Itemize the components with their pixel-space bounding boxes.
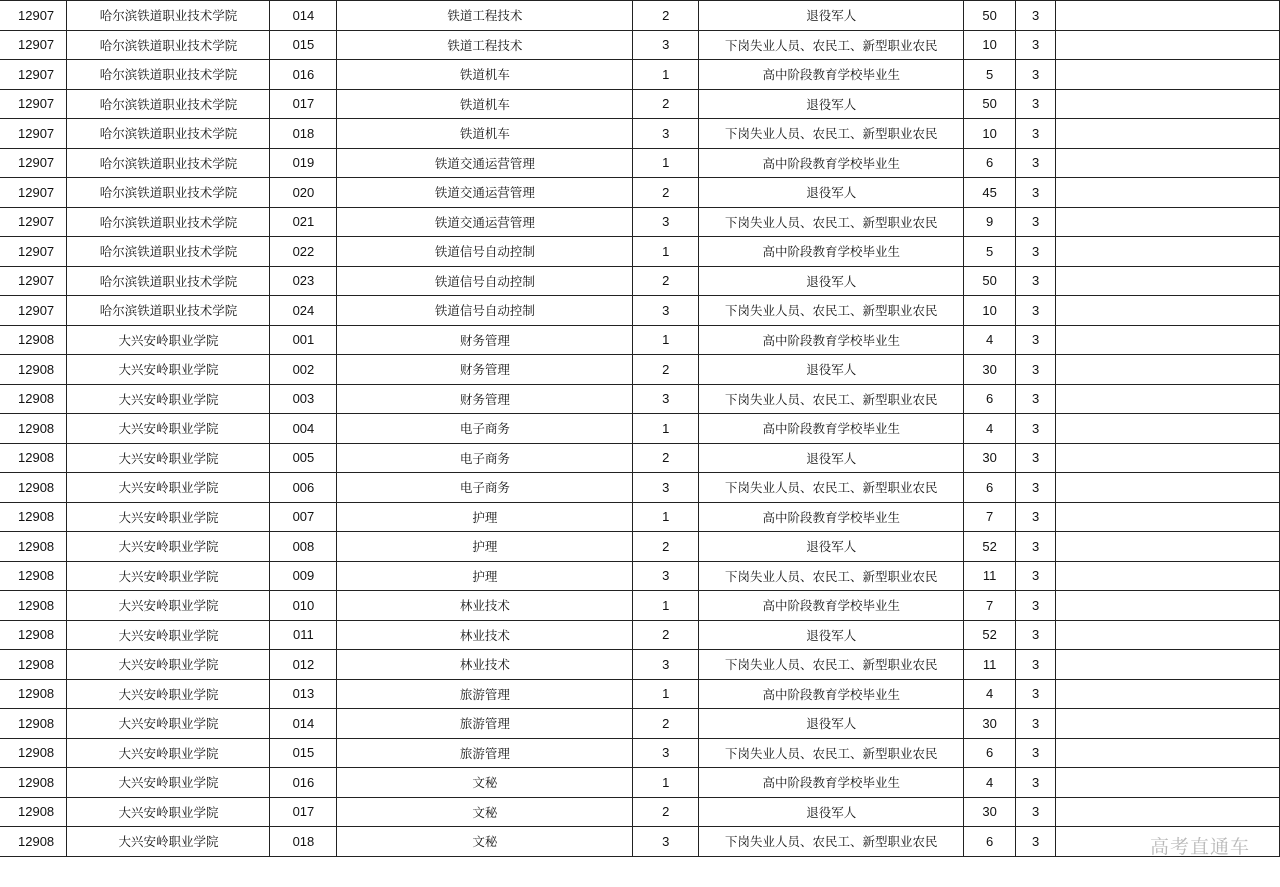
plan-count-cell: 6 — [964, 738, 1016, 768]
plan-count-cell: 52 — [964, 532, 1016, 562]
school-name-cell: 大兴安岭职业学院 — [67, 768, 270, 798]
category-cell: 1 — [633, 237, 699, 267]
plan-count-cell: 6 — [964, 384, 1016, 414]
major-name-cell: 铁道机车 — [337, 119, 633, 149]
plan-count-cell: 30 — [964, 443, 1016, 473]
school-name-cell: 大兴安岭职业学院 — [67, 620, 270, 650]
note-cell — [1056, 473, 1280, 503]
school-name-cell: 哈尔滨铁道职业技术学院 — [67, 266, 270, 296]
major-name-cell: 电子商务 — [337, 414, 633, 444]
major-name-cell: 财务管理 — [337, 355, 633, 385]
major-name-cell: 财务管理 — [337, 384, 633, 414]
major-code-cell: 003 — [270, 384, 337, 414]
category-cell: 3 — [633, 207, 699, 237]
target-group-cell: 下岗失业人员、农民工、新型职业农民 — [699, 119, 964, 149]
major-name-cell: 铁道机车 — [337, 89, 633, 119]
category-cell: 3 — [633, 473, 699, 503]
school-code-cell: 12908 — [0, 679, 67, 709]
school-name-cell: 大兴安岭职业学院 — [67, 561, 270, 591]
category-cell: 1 — [633, 148, 699, 178]
note-cell — [1056, 709, 1280, 739]
target-group-cell: 高中阶段教育学校毕业生 — [699, 237, 964, 267]
note-cell — [1056, 207, 1280, 237]
years-cell: 3 — [1016, 827, 1056, 857]
plan-count-cell: 4 — [964, 679, 1016, 709]
school-code-cell: 12908 — [0, 561, 67, 591]
plan-count-cell: 30 — [964, 709, 1016, 739]
school-name-cell: 大兴安岭职业学院 — [67, 414, 270, 444]
table-row — [0, 502, 1280, 532]
note-cell — [1056, 237, 1280, 267]
school-code-cell: 12908 — [0, 414, 67, 444]
school-code-cell: 12908 — [0, 384, 67, 414]
years-cell: 3 — [1016, 679, 1056, 709]
major-code-cell: 013 — [270, 679, 337, 709]
note-cell — [1056, 738, 1280, 768]
major-name-cell: 财务管理 — [337, 325, 633, 355]
school-code-cell: 12908 — [0, 502, 67, 532]
note-cell — [1056, 591, 1280, 621]
target-group-cell: 下岗失业人员、农民工、新型职业农民 — [699, 738, 964, 768]
years-cell: 3 — [1016, 384, 1056, 414]
school-code-cell: 12907 — [0, 119, 67, 149]
major-name-cell: 铁道工程技术 — [337, 1, 633, 31]
table-row — [0, 827, 1280, 857]
note-cell — [1056, 414, 1280, 444]
school-name-cell: 大兴安岭职业学院 — [67, 443, 270, 473]
major-name-cell: 护理 — [337, 532, 633, 562]
table-row — [0, 532, 1280, 562]
table-row — [0, 296, 1280, 326]
category-cell: 2 — [633, 797, 699, 827]
plan-count-cell: 50 — [964, 1, 1016, 31]
table-row — [0, 119, 1280, 149]
category-cell: 1 — [633, 325, 699, 355]
plan-count-cell: 5 — [964, 237, 1016, 267]
years-cell: 3 — [1016, 797, 1056, 827]
school-name-cell: 大兴安岭职业学院 — [67, 679, 270, 709]
major-name-cell: 铁道工程技术 — [337, 30, 633, 60]
note-cell — [1056, 266, 1280, 296]
category-cell: 1 — [633, 502, 699, 532]
years-cell: 3 — [1016, 30, 1056, 60]
target-group-cell: 下岗失业人员、农民工、新型职业农民 — [699, 473, 964, 503]
table-row — [0, 414, 1280, 444]
plan-count-cell: 50 — [964, 266, 1016, 296]
target-group-cell: 下岗失业人员、农民工、新型职业农民 — [699, 650, 964, 680]
major-code-cell: 024 — [270, 296, 337, 326]
target-group-cell: 高中阶段教育学校毕业生 — [699, 148, 964, 178]
table-row — [0, 207, 1280, 237]
major-name-cell: 护理 — [337, 502, 633, 532]
major-code-cell: 012 — [270, 650, 337, 680]
major-name-cell: 铁道信号自动控制 — [337, 266, 633, 296]
major-code-cell: 004 — [270, 414, 337, 444]
school-name-cell: 哈尔滨铁道职业技术学院 — [67, 178, 270, 208]
major-name-cell: 铁道交通运营管理 — [337, 178, 633, 208]
major-code-cell: 020 — [270, 178, 337, 208]
category-cell: 1 — [633, 414, 699, 444]
category-cell: 2 — [633, 620, 699, 650]
school-code-cell: 12907 — [0, 266, 67, 296]
years-cell: 3 — [1016, 561, 1056, 591]
note-cell — [1056, 60, 1280, 90]
target-group-cell: 高中阶段教育学校毕业生 — [699, 768, 964, 798]
plan-count-cell: 10 — [964, 30, 1016, 60]
table-row — [0, 266, 1280, 296]
table-body — [0, 1, 1280, 857]
school-name-cell: 哈尔滨铁道职业技术学院 — [67, 148, 270, 178]
years-cell: 3 — [1016, 473, 1056, 503]
table-row — [0, 148, 1280, 178]
major-name-cell: 文秘 — [337, 797, 633, 827]
school-code-cell: 12908 — [0, 827, 67, 857]
category-cell: 3 — [633, 30, 699, 60]
target-group-cell: 高中阶段教育学校毕业生 — [699, 679, 964, 709]
school-code-cell: 12907 — [0, 89, 67, 119]
school-name-cell: 大兴安岭职业学院 — [67, 355, 270, 385]
major-code-cell: 015 — [270, 738, 337, 768]
years-cell: 3 — [1016, 355, 1056, 385]
major-name-cell: 林业技术 — [337, 620, 633, 650]
category-cell: 2 — [633, 709, 699, 739]
target-group-cell: 退役军人 — [699, 1, 964, 31]
years-cell: 3 — [1016, 178, 1056, 208]
note-cell — [1056, 620, 1280, 650]
plan-count-cell: 4 — [964, 414, 1016, 444]
note-cell — [1056, 148, 1280, 178]
major-code-cell: 017 — [270, 797, 337, 827]
target-group-cell: 高中阶段教育学校毕业生 — [699, 591, 964, 621]
major-code-cell: 001 — [270, 325, 337, 355]
school-code-cell: 12908 — [0, 768, 67, 798]
school-name-cell: 哈尔滨铁道职业技术学院 — [67, 1, 270, 31]
table-row — [0, 768, 1280, 798]
target-group-cell: 下岗失业人员、农民工、新型职业农民 — [699, 207, 964, 237]
plan-count-cell: 45 — [964, 178, 1016, 208]
years-cell: 3 — [1016, 266, 1056, 296]
table-row — [0, 1, 1280, 31]
years-cell: 3 — [1016, 443, 1056, 473]
school-name-cell: 大兴安岭职业学院 — [67, 325, 270, 355]
major-code-cell: 008 — [270, 532, 337, 562]
years-cell: 3 — [1016, 148, 1056, 178]
table-row — [0, 355, 1280, 385]
note-cell — [1056, 30, 1280, 60]
target-group-cell: 高中阶段教育学校毕业生 — [699, 414, 964, 444]
major-name-cell: 铁道交通运营管理 — [337, 148, 633, 178]
school-code-cell: 12908 — [0, 797, 67, 827]
years-cell: 3 — [1016, 532, 1056, 562]
target-group-cell: 高中阶段教育学校毕业生 — [699, 60, 964, 90]
category-cell: 3 — [633, 827, 699, 857]
note-cell — [1056, 384, 1280, 414]
plan-count-cell: 4 — [964, 768, 1016, 798]
plan-count-cell: 11 — [964, 650, 1016, 680]
plan-count-cell: 4 — [964, 325, 1016, 355]
major-code-cell: 005 — [270, 443, 337, 473]
school-code-cell: 12908 — [0, 591, 67, 621]
major-code-cell: 002 — [270, 355, 337, 385]
school-code-cell: 12908 — [0, 620, 67, 650]
plan-count-cell: 7 — [964, 502, 1016, 532]
school-code-cell: 12908 — [0, 325, 67, 355]
note-cell — [1056, 443, 1280, 473]
major-code-cell: 019 — [270, 148, 337, 178]
major-name-cell: 护理 — [337, 561, 633, 591]
table-row — [0, 443, 1280, 473]
target-group-cell: 退役军人 — [699, 443, 964, 473]
years-cell: 3 — [1016, 207, 1056, 237]
target-group-cell: 高中阶段教育学校毕业生 — [699, 325, 964, 355]
note-cell — [1056, 89, 1280, 119]
target-group-cell: 退役军人 — [699, 178, 964, 208]
years-cell: 3 — [1016, 325, 1056, 355]
major-code-cell: 007 — [270, 502, 337, 532]
table-row — [0, 620, 1280, 650]
major-name-cell: 旅游管理 — [337, 709, 633, 739]
note-cell — [1056, 768, 1280, 798]
school-name-cell: 大兴安岭职业学院 — [67, 384, 270, 414]
target-group-cell: 退役军人 — [699, 620, 964, 650]
target-group-cell: 下岗失业人员、农民工、新型职业农民 — [699, 296, 964, 326]
plan-count-cell: 52 — [964, 620, 1016, 650]
target-group-cell: 退役军人 — [699, 797, 964, 827]
plan-count-cell: 6 — [964, 827, 1016, 857]
note-cell — [1056, 502, 1280, 532]
years-cell: 3 — [1016, 296, 1056, 326]
major-code-cell: 021 — [270, 207, 337, 237]
target-group-cell: 下岗失业人员、农民工、新型职业农民 — [699, 561, 964, 591]
school-code-cell: 12907 — [0, 148, 67, 178]
target-group-cell: 退役军人 — [699, 89, 964, 119]
target-group-cell: 退役军人 — [699, 709, 964, 739]
school-name-cell: 哈尔滨铁道职业技术学院 — [67, 207, 270, 237]
plan-count-cell: 6 — [964, 148, 1016, 178]
major-code-cell: 006 — [270, 473, 337, 503]
category-cell: 3 — [633, 119, 699, 149]
school-code-cell: 12908 — [0, 709, 67, 739]
major-code-cell: 009 — [270, 561, 337, 591]
plan-count-cell: 5 — [964, 60, 1016, 90]
plan-count-cell: 50 — [964, 89, 1016, 119]
years-cell: 3 — [1016, 709, 1056, 739]
years-cell: 3 — [1016, 1, 1056, 31]
table-row — [0, 325, 1280, 355]
category-cell: 3 — [633, 561, 699, 591]
target-group-cell: 下岗失业人员、农民工、新型职业农民 — [699, 384, 964, 414]
category-cell: 2 — [633, 89, 699, 119]
school-code-cell: 12907 — [0, 178, 67, 208]
school-name-cell: 大兴安岭职业学院 — [67, 709, 270, 739]
table-row — [0, 561, 1280, 591]
school-code-cell: 12907 — [0, 60, 67, 90]
table-row — [0, 679, 1280, 709]
plan-count-cell: 11 — [964, 561, 1016, 591]
school-name-cell: 大兴安岭职业学院 — [67, 738, 270, 768]
school-code-cell: 12908 — [0, 473, 67, 503]
target-group-cell: 退役军人 — [699, 355, 964, 385]
years-cell: 3 — [1016, 237, 1056, 267]
school-name-cell: 哈尔滨铁道职业技术学院 — [67, 30, 270, 60]
school-name-cell: 大兴安岭职业学院 — [67, 591, 270, 621]
category-cell: 3 — [633, 650, 699, 680]
plan-count-cell: 6 — [964, 473, 1016, 503]
major-name-cell: 旅游管理 — [337, 679, 633, 709]
school-code-cell: 12908 — [0, 650, 67, 680]
years-cell: 3 — [1016, 119, 1056, 149]
major-name-cell: 电子商务 — [337, 473, 633, 503]
years-cell: 3 — [1016, 591, 1056, 621]
years-cell: 3 — [1016, 738, 1056, 768]
watermark-text: 高考直通车 — [1149, 836, 1250, 858]
table-row — [0, 178, 1280, 208]
school-name-cell: 哈尔滨铁道职业技术学院 — [67, 60, 270, 90]
target-group-cell: 下岗失业人员、农民工、新型职业农民 — [699, 30, 964, 60]
years-cell: 3 — [1016, 414, 1056, 444]
category-cell: 3 — [633, 738, 699, 768]
major-code-cell: 016 — [270, 768, 337, 798]
category-cell: 2 — [633, 443, 699, 473]
major-name-cell: 林业技术 — [337, 591, 633, 621]
table-row — [0, 384, 1280, 414]
note-cell — [1056, 296, 1280, 326]
school-name-cell: 哈尔滨铁道职业技术学院 — [67, 237, 270, 267]
school-code-cell: 12907 — [0, 30, 67, 60]
plan-count-cell: 30 — [964, 355, 1016, 385]
years-cell: 3 — [1016, 60, 1056, 90]
major-code-cell: 022 — [270, 237, 337, 267]
major-code-cell: 014 — [270, 1, 337, 31]
plan-count-cell: 10 — [964, 296, 1016, 326]
note-cell — [1056, 532, 1280, 562]
plan-count-cell: 10 — [964, 119, 1016, 149]
school-code-cell: 12907 — [0, 296, 67, 326]
school-name-cell: 大兴安岭职业学院 — [67, 502, 270, 532]
note-cell — [1056, 119, 1280, 149]
major-code-cell: 018 — [270, 119, 337, 149]
school-name-cell: 大兴安岭职业学院 — [67, 473, 270, 503]
category-cell: 1 — [633, 60, 699, 90]
category-cell: 1 — [633, 768, 699, 798]
category-cell: 3 — [633, 296, 699, 326]
major-code-cell: 010 — [270, 591, 337, 621]
table-row — [0, 709, 1280, 739]
table-row — [0, 738, 1280, 768]
category-cell: 2 — [633, 1, 699, 31]
school-name-cell: 哈尔滨铁道职业技术学院 — [67, 119, 270, 149]
table-row — [0, 797, 1280, 827]
school-code-cell: 12908 — [0, 738, 67, 768]
years-cell: 3 — [1016, 768, 1056, 798]
years-cell: 3 — [1016, 89, 1056, 119]
category-cell: 2 — [633, 266, 699, 296]
years-cell: 3 — [1016, 502, 1056, 532]
school-name-cell: 大兴安岭职业学院 — [67, 827, 270, 857]
target-group-cell: 退役军人 — [699, 266, 964, 296]
note-cell — [1056, 1, 1280, 31]
major-name-cell: 林业技术 — [337, 650, 633, 680]
school-code-cell: 12908 — [0, 355, 67, 385]
note-cell — [1056, 650, 1280, 680]
school-code-cell: 12907 — [0, 1, 67, 31]
table-row — [0, 650, 1280, 680]
school-code-cell: 12908 — [0, 532, 67, 562]
note-cell — [1056, 355, 1280, 385]
major-code-cell: 011 — [270, 620, 337, 650]
table-row — [0, 30, 1280, 60]
note-cell — [1056, 561, 1280, 591]
major-name-cell: 电子商务 — [337, 443, 633, 473]
major-name-cell: 铁道交通运营管理 — [337, 207, 633, 237]
target-group-cell: 高中阶段教育学校毕业生 — [699, 502, 964, 532]
table-row — [0, 591, 1280, 621]
table-row — [0, 60, 1280, 90]
years-cell: 3 — [1016, 650, 1056, 680]
plan-count-cell: 9 — [964, 207, 1016, 237]
school-code-cell: 12907 — [0, 207, 67, 237]
major-code-cell: 015 — [270, 30, 337, 60]
major-name-cell: 旅游管理 — [337, 738, 633, 768]
major-name-cell: 铁道机车 — [337, 60, 633, 90]
major-name-cell: 铁道信号自动控制 — [337, 296, 633, 326]
school-name-cell: 哈尔滨铁道职业技术学院 — [67, 89, 270, 119]
note-cell — [1056, 325, 1280, 355]
table-row — [0, 473, 1280, 503]
plan-count-cell: 30 — [964, 797, 1016, 827]
note-cell — [1056, 178, 1280, 208]
major-code-cell: 016 — [270, 60, 337, 90]
category-cell: 3 — [633, 384, 699, 414]
major-name-cell: 文秘 — [337, 768, 633, 798]
table-row — [0, 89, 1280, 119]
major-code-cell: 023 — [270, 266, 337, 296]
major-code-cell: 017 — [270, 89, 337, 119]
school-name-cell: 大兴安岭职业学院 — [67, 797, 270, 827]
major-name-cell: 铁道信号自动控制 — [337, 237, 633, 267]
category-cell: 2 — [633, 355, 699, 385]
major-code-cell: 018 — [270, 827, 337, 857]
category-cell: 1 — [633, 679, 699, 709]
school-name-cell: 哈尔滨铁道职业技术学院 — [67, 296, 270, 326]
years-cell: 3 — [1016, 620, 1056, 650]
major-code-cell: 014 — [270, 709, 337, 739]
target-group-cell: 退役军人 — [699, 532, 964, 562]
table-row — [0, 237, 1280, 267]
target-group-cell: 下岗失业人员、农民工、新型职业农民 — [699, 827, 964, 857]
category-cell: 2 — [633, 178, 699, 208]
plan-count-cell: 7 — [964, 591, 1016, 621]
school-code-cell: 12908 — [0, 443, 67, 473]
note-cell — [1056, 679, 1280, 709]
school-name-cell: 大兴安岭职业学院 — [67, 532, 270, 562]
school-code-cell: 12907 — [0, 237, 67, 267]
category-cell: 2 — [633, 532, 699, 562]
category-cell: 1 — [633, 591, 699, 621]
major-name-cell: 文秘 — [337, 827, 633, 857]
note-cell — [1056, 797, 1280, 827]
school-name-cell: 大兴安岭职业学院 — [67, 650, 270, 680]
